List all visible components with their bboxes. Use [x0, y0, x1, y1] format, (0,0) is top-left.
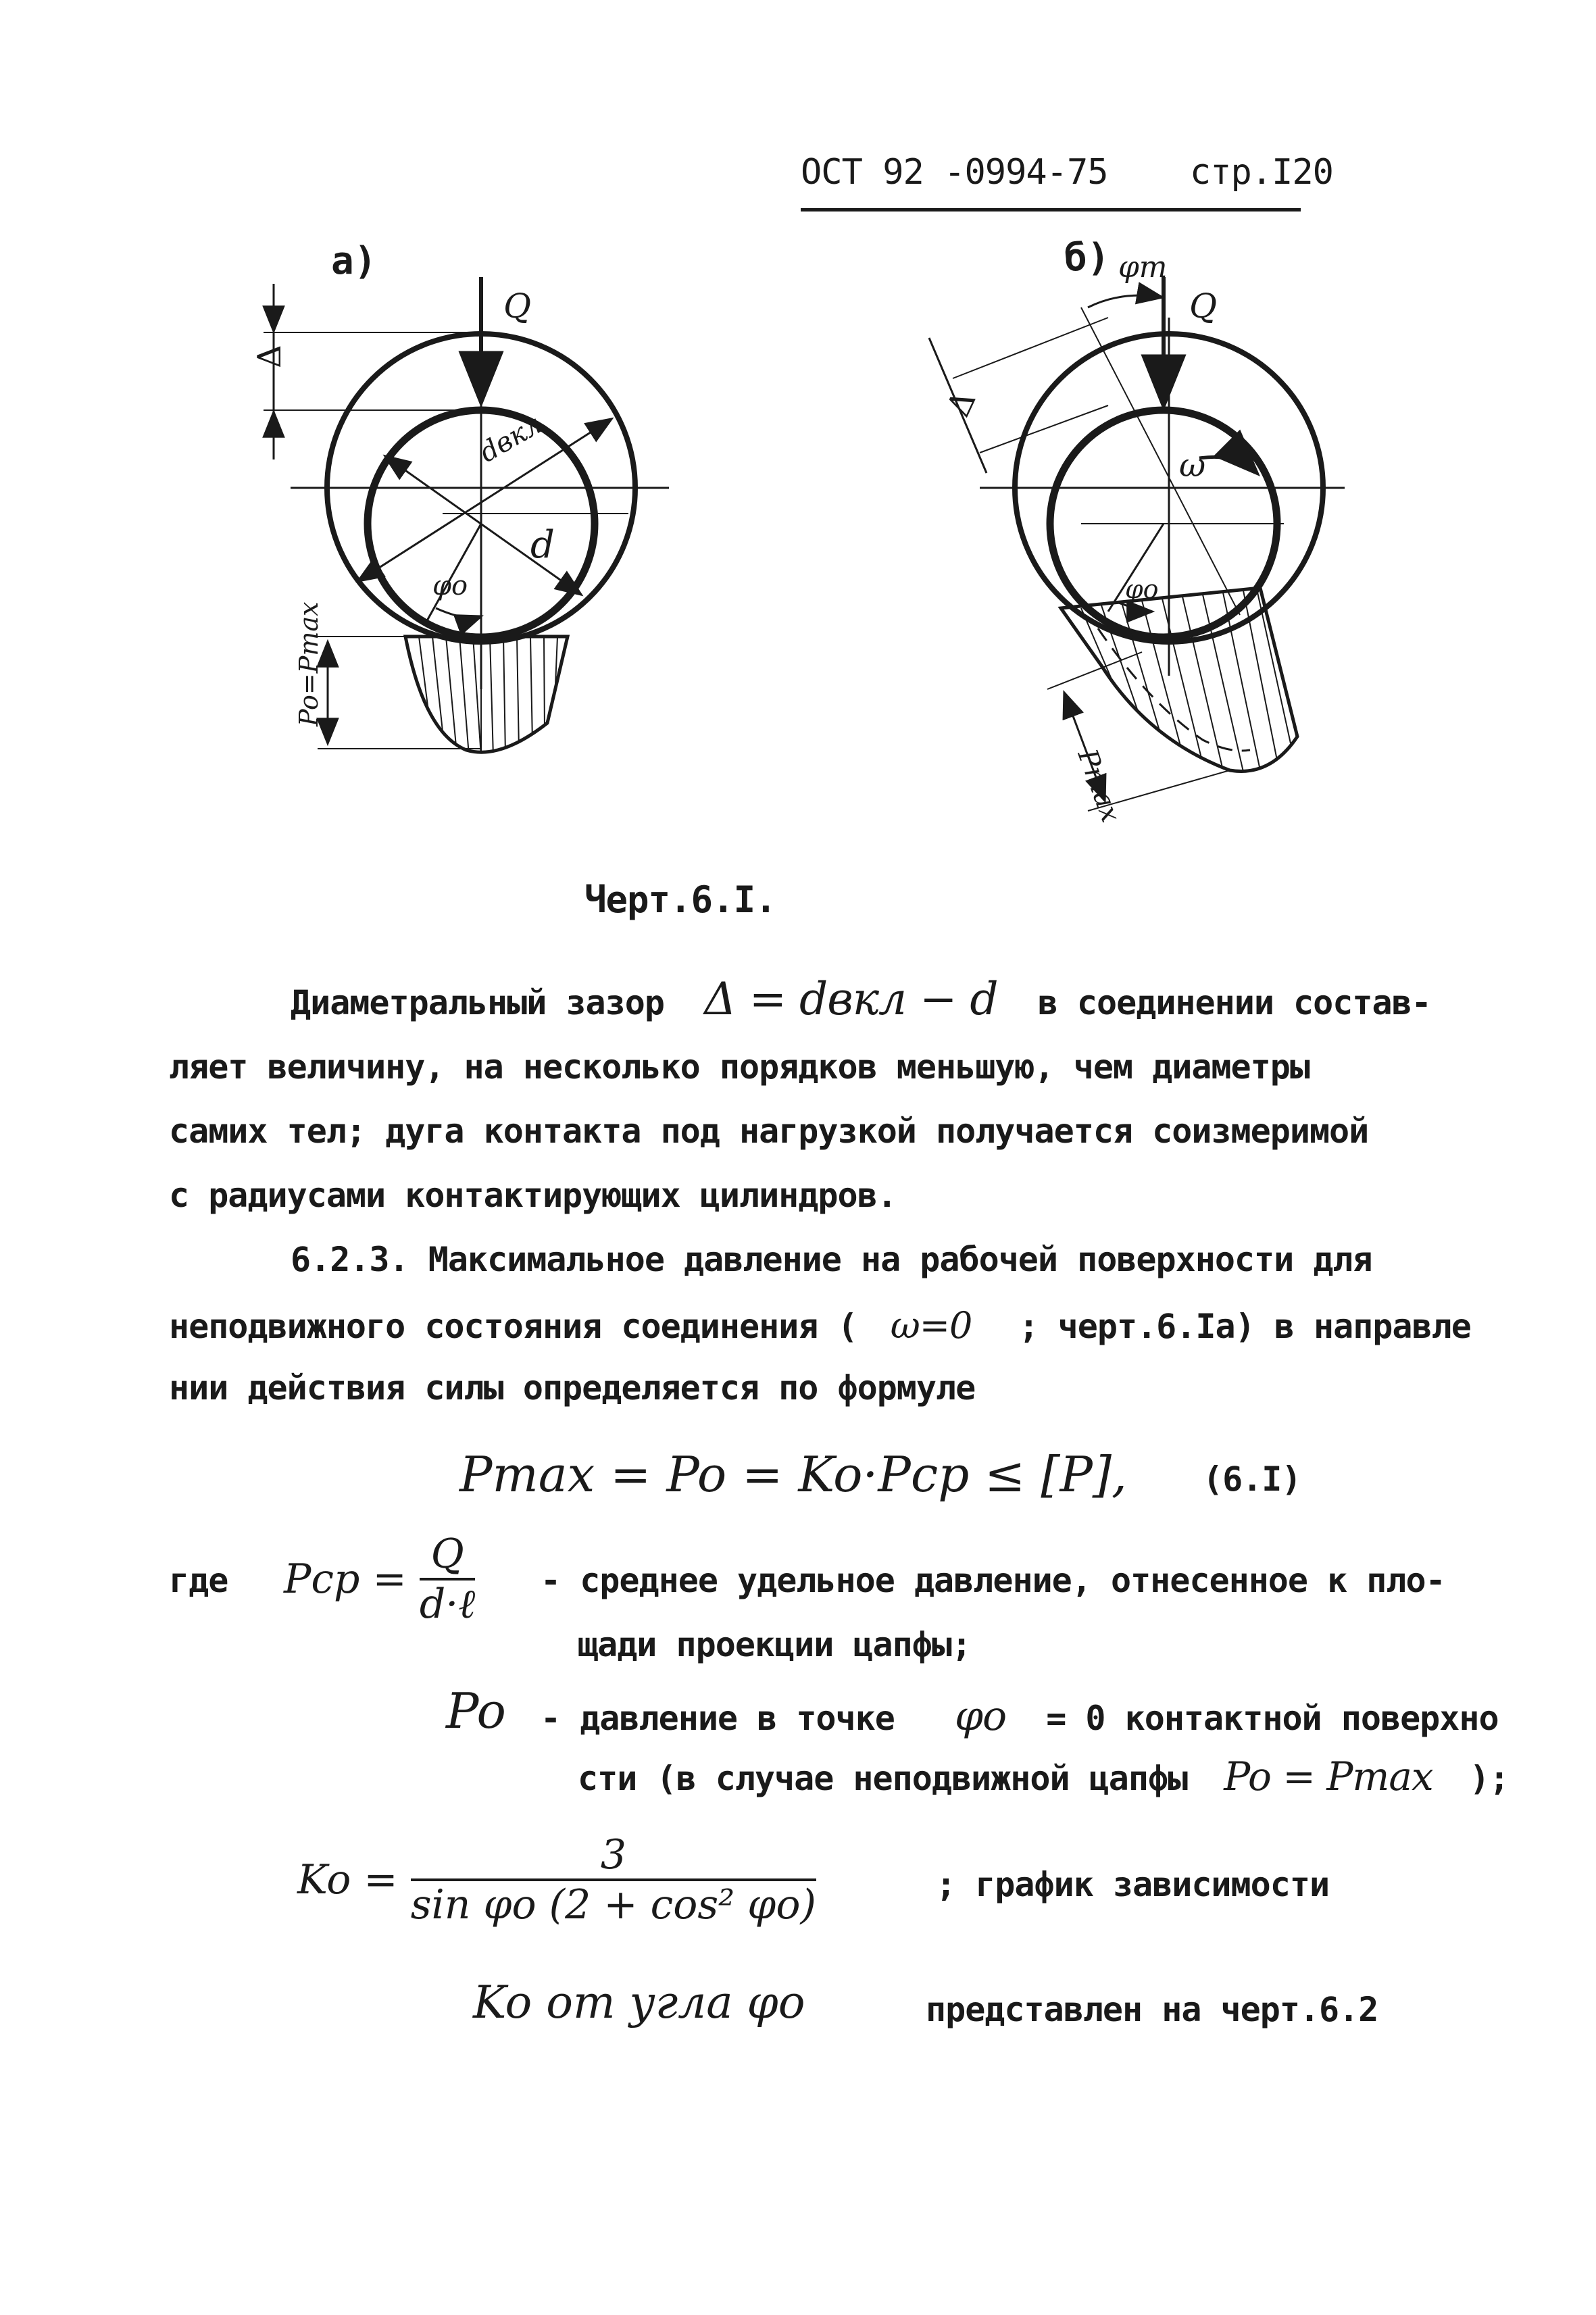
ko-formula [297, 1831, 816, 1928]
omega-zero: ω=0 [890, 1304, 972, 1347]
paragraph-2-line-1: 6.2.3. Максимальное давление на рабочей поверхности для [291, 1240, 1372, 1279]
standard-number: ОСТ 92 -0994-75 [801, 152, 1108, 193]
panel-a [264, 277, 669, 757]
panel-b-rotation-label: ω [1179, 447, 1206, 484]
po-equals-pmax: Po = Pmax [1224, 1753, 1433, 1799]
paragraph-2-line-3: нии действия силы определяется по формуле [169, 1368, 976, 1408]
po-phi: φo [954, 1693, 1007, 1740]
ko-note: ; график зависимости [936, 1865, 1330, 1904]
po-desc-b: = 0 контактной поверхно [1046, 1699, 1499, 1738]
pcp-formula [284, 1530, 475, 1628]
paragraph-1-line-4: с радиусами контактирующих цилиндров. [169, 1176, 897, 1215]
p2-text-b: ; черт.6.Iа) в направле [1018, 1307, 1471, 1346]
panel-b [929, 277, 1345, 811]
paragraph-1-line-1 [291, 973, 1431, 1025]
ko-angle-phrase: Ko от угла φo [473, 1976, 805, 2028]
where-label: где [169, 1561, 228, 1600]
ko-numerator: 3 [411, 1831, 816, 1881]
ko-fraction [411, 1831, 816, 1928]
paragraph-2-line-2 [169, 1304, 1471, 1347]
pcp-denominator: d·ℓ [419, 1580, 476, 1628]
page-number: стр.I20 [1189, 152, 1333, 193]
panel-a-shaft-diameter-label: d [530, 523, 555, 567]
paragraph-1-line-2: ляет величину, на несколько порядков меньшую, чем диаметры [169, 1047, 1310, 1087]
panel-b-clearance-label: Δ [939, 384, 984, 423]
pcp-lhs: Pcp = [284, 1555, 407, 1603]
pcp-fraction [420, 1530, 475, 1628]
po-desc-line2-a: сти (в случае неподвижной цапфы [578, 1759, 1188, 1798]
panel-b-pressure-label: Pmax [1071, 745, 1126, 826]
figure-6-1 [0, 0, 1596, 878]
p2-text-a: неподвижного состояния соединения ( [169, 1307, 857, 1346]
panel-b-force-label: Q [1189, 287, 1217, 326]
panel-b-label: б) [1064, 236, 1110, 280]
po-description-1 [541, 1693, 1499, 1740]
panel-a-angle-label: φo [432, 570, 468, 601]
ko-chart-reference: представлен на черт.6.2 [926, 1990, 1378, 2029]
paragraph-1-line-3: самих тел; дуга контакта под нагрузкой получается соизмеримой [169, 1112, 1369, 1151]
ko-lhs: Ko = [297, 1856, 398, 1903]
pcp-description-1: - среднее удельное давление, отнесенное к пло- [541, 1561, 1445, 1600]
formula-6-1: Pmax = Po = Ko·Pcp ≤ [P], [459, 1446, 1127, 1503]
panel-a-pressure-label: Po=Pmax [294, 601, 324, 726]
po-desc-a: - давление в точке [541, 1699, 895, 1738]
panel-b-angle-top-label: φm [1118, 250, 1168, 284]
panel-a-force-label: Q [503, 287, 531, 326]
panel-b-angle-label: φo [1125, 574, 1159, 604]
clearance-formula: Δ = dвкл − d [704, 973, 998, 1025]
p1-text-b: в соединении состав- [1037, 983, 1431, 1022]
pcp-description-2: щади проекции цапфы; [578, 1625, 972, 1664]
panel-a-clearance-label: Δ [251, 345, 289, 368]
panel-a-label: а) [331, 239, 377, 283]
panel-a-hole-diameter-label: dвкл [474, 408, 548, 469]
p1-text-a: Диаметральный зазор [291, 983, 664, 1022]
figure-caption: Черт.6.I. [584, 878, 776, 921]
ko-denominator: sin φo (2 + cos² φo) [410, 1881, 816, 1928]
po-symbol: Po [446, 1683, 506, 1739]
po-description-2 [578, 1753, 1509, 1799]
pcp-numerator: Q [420, 1530, 475, 1580]
po-desc-line2-b: ); [1469, 1759, 1510, 1798]
formula-number: (6.I) [1203, 1460, 1301, 1499]
